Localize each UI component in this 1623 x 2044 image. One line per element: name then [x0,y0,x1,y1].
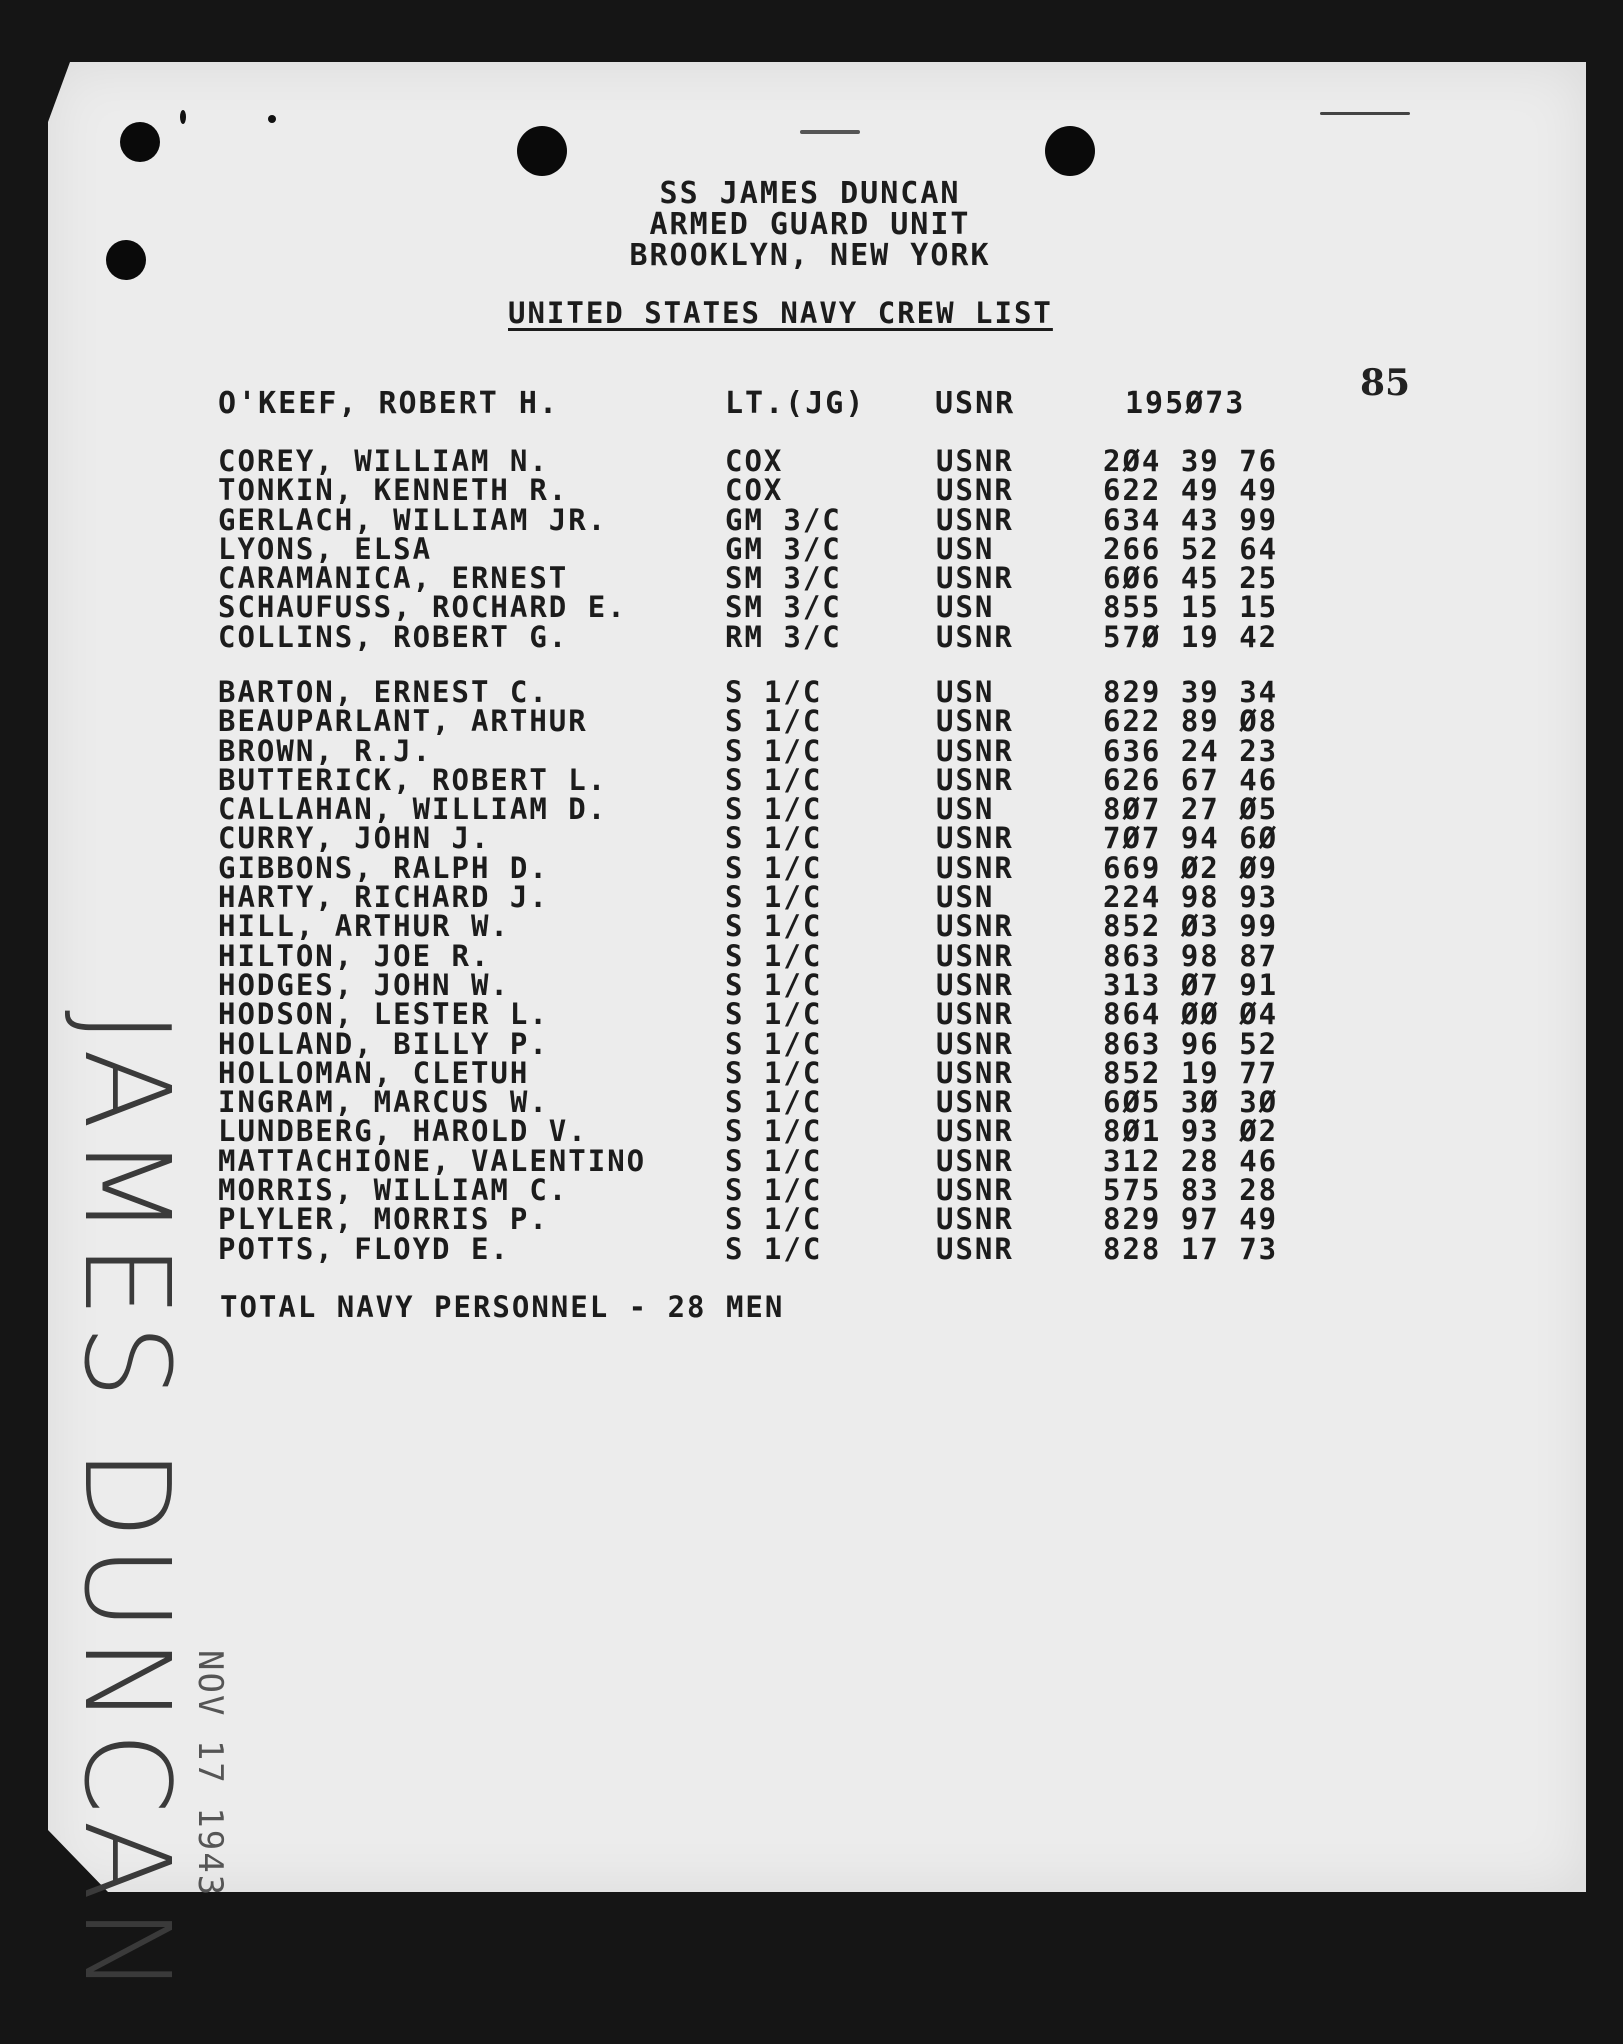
document-header [520,178,1100,271]
page-corner-fold [48,62,70,122]
ink-speck [268,115,276,123]
page-number: 85 [1360,362,1411,404]
ink-mark [800,130,860,134]
ink-speck [180,110,186,124]
punch-hole [106,240,146,280]
officer-name: O'KEEF, ROBERT H. [218,386,560,421]
handwritten-note-area [58,1010,196,2002]
ink-mark [1320,112,1410,115]
location: BROOKLYN, NEW YORK [629,238,991,273]
handwritten-ship-name: JAMES DUNCAN [58,1010,196,2002]
ship-name: SS JAMES DUNCAN [659,176,961,211]
officer-rate: LT.(JG) [725,386,866,421]
total-personnel: TOTAL NAVY PERSONNEL - 28 MEN [220,1290,785,1324]
officer-number: 195Ø73 [1125,386,1246,421]
officer-branch: USNR [935,386,1016,421]
date-stamp: NOV 17 1943 [190,1650,230,1898]
unit-name: ARMED GUARD UNIT [649,207,971,242]
punch-hole [517,126,567,176]
document-title: UNITED STATES NAVY CREW LIST [508,296,1053,330]
punch-hole [1045,126,1095,176]
punch-hole [120,122,160,162]
